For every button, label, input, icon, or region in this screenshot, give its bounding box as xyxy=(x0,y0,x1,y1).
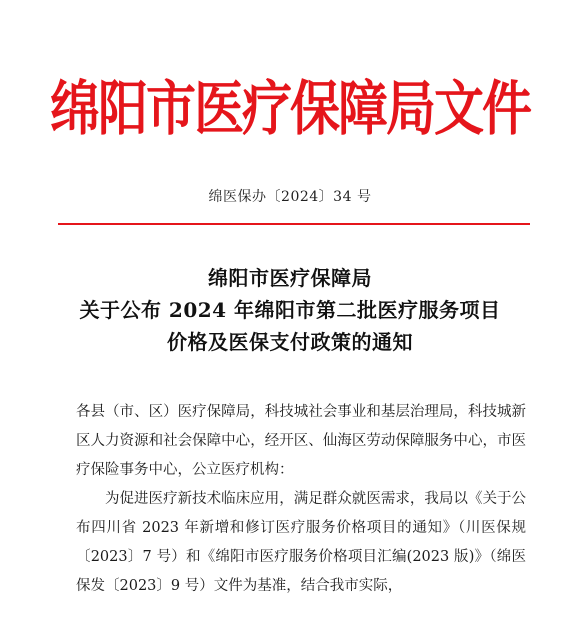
title-line-3: 价格及医保支付政策的通知 xyxy=(167,330,413,354)
red-divider-line xyxy=(58,223,530,225)
title-line-1: 绵阳市医疗保障局 xyxy=(208,266,372,290)
title-line-2: 关于公布 2024 年绵阳市第二批医疗服务项目 xyxy=(79,298,501,322)
document-number: 绵医保办〔2024〕34 号 xyxy=(208,189,372,205)
notice-title xyxy=(0,262,580,358)
masthead-title: 绵阳市医疗保障局文件 xyxy=(50,73,530,144)
body-paragraph: 为促进医疗新技术临床应用，满足群众就医需求，我局以《关于公布四川省 2023 年新增和修订医疗服务价格项目的通知》（川医保规〔2023〕7 号）和《绵阳市医疗服务价格项目汇编(2023 版)》（绵医保发〔2023〕9 号）文件为基准，结合我市实际， xyxy=(76,491,526,594)
document-body xyxy=(76,398,526,601)
addressee-paragraph: 各县（市、区）医疗保障局，科技城社会事业和基层治理局，科技城新区人力资源和社会保障中心，经开区、仙海区劳动保障服务中心，市医疗保险事务中心，公立医疗机构： xyxy=(76,404,526,478)
